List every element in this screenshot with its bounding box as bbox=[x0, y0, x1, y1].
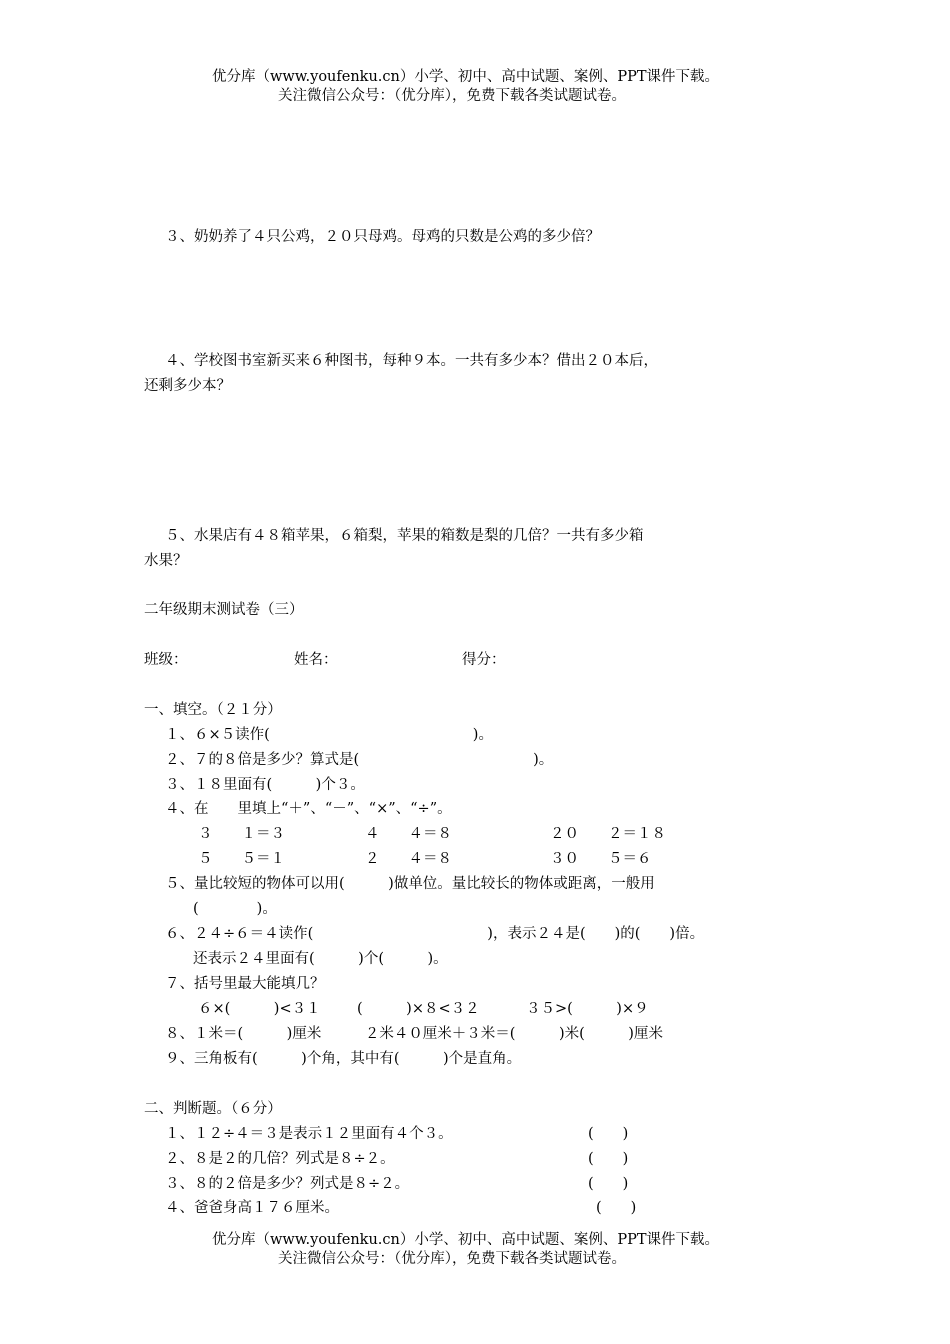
fill-q4-r1-c3: ２０ ２＝１８ bbox=[550, 826, 666, 842]
judge-item-1: １、１２÷４＝３是表示１２里面有４个３。 bbox=[165, 1126, 453, 1142]
fill-q4: ４、在 里填上“＋”、“－”、“×”、“÷”。 bbox=[165, 801, 452, 817]
word-problem-4-line-2: 还剩多少本？ bbox=[144, 378, 231, 394]
section2-heading: 二、判断题。（６分） bbox=[144, 1101, 282, 1117]
judge-mark-3: ( ) bbox=[588, 1176, 629, 1192]
fill-q7-item-1: ６×( )<３１ bbox=[198, 1001, 321, 1017]
fill-q6-line-1: ６、２４÷６＝４读作( )，表示２４是( )的( )倍。 bbox=[165, 926, 705, 942]
fill-q8: ８、１米＝( )厘米 ２米４０厘米＋３米＝( )米( )厘米 bbox=[165, 1026, 663, 1042]
header-line-1: 优分库（www.youfenku.cn）小学、初中、高中试题、案例、PPT课件下载。 bbox=[212, 69, 720, 85]
fill-q3: ３、１８里面有( )个３。 bbox=[165, 777, 365, 793]
fill-q4-r2-c3: ３０ ５＝６ bbox=[550, 851, 652, 867]
word-problem-4-line-1: ４、学校图书室新买来６种图书，每种９本。一共有多少本？借出２０本后， bbox=[165, 353, 658, 369]
class-label: 班级： bbox=[144, 652, 188, 668]
fill-q5-line-1: ５、量比较短的物体可以用( )做单位。量比较长的物体或距离，一般用 bbox=[165, 876, 655, 892]
fill-q7: ７、括号里最大能填几？ bbox=[165, 976, 325, 992]
word-problem-5-line-2: 水果？ bbox=[144, 553, 188, 569]
score-label: 得分： bbox=[462, 652, 506, 668]
judge-mark-1: ( ) bbox=[588, 1126, 629, 1142]
footer-line-1: 优分库（www.youfenku.cn）小学、初中、高中试题、案例、PPT课件下载。 bbox=[212, 1232, 720, 1248]
fill-q6-line-2: 还表示２４里面有( )个( )。 bbox=[193, 951, 448, 967]
section1-heading: 一、填空。（２１分） bbox=[144, 702, 282, 718]
fill-q4-r1-c2: ４ ４＝８ bbox=[365, 826, 452, 842]
judge-item-2: ２、８是２的几倍？列式是８÷２。 bbox=[165, 1151, 395, 1167]
fill-q7-item-2: ( )×８<３２ bbox=[357, 1001, 480, 1017]
fill-q4-r2-c1: ５ ５＝１ bbox=[198, 851, 285, 867]
fill-q7-item-3: ３５>( )×９ bbox=[526, 1001, 649, 1017]
judge-item-3: ３、８的２倍是多少？列式是８÷２。 bbox=[165, 1176, 410, 1192]
fill-q1: １、６×５读作( )。 bbox=[165, 727, 493, 743]
word-problem-3: ３、奶奶养了４只公鸡，２０只母鸡。母鸡的只数是公鸡的多少倍？ bbox=[165, 229, 600, 245]
judge-item-4: ４、爸爸身高１７６厘米。 bbox=[165, 1200, 339, 1216]
header-line-2: 关注微信公众号：（优分库），免费下载各类试题试卷。 bbox=[278, 88, 626, 104]
exam-title: 二年级期末测试卷（三） bbox=[144, 602, 304, 618]
word-problem-5-line-1: ５、水果店有４８箱苹果，６箱梨，苹果的箱数是梨的几倍？一共有多少箱 bbox=[165, 528, 644, 544]
fill-q2: ２、７的８倍是多少？算式是( )。 bbox=[165, 752, 554, 768]
fill-q4-r2-c2: ２ ４＝８ bbox=[365, 851, 452, 867]
judge-mark-2: ( ) bbox=[588, 1151, 629, 1167]
name-label: 姓名： bbox=[294, 652, 338, 668]
fill-q4-r1-c1: ３ １＝３ bbox=[198, 826, 285, 842]
fill-q9: ９、三角板有( )个角，其中有( )个是直角。 bbox=[165, 1051, 522, 1067]
footer-line-2: 关注微信公众号：（优分库），免费下载各类试题试卷。 bbox=[278, 1251, 626, 1267]
fill-q5-line-2: ( )。 bbox=[193, 901, 277, 917]
judge-mark-4: ( ) bbox=[596, 1200, 637, 1216]
